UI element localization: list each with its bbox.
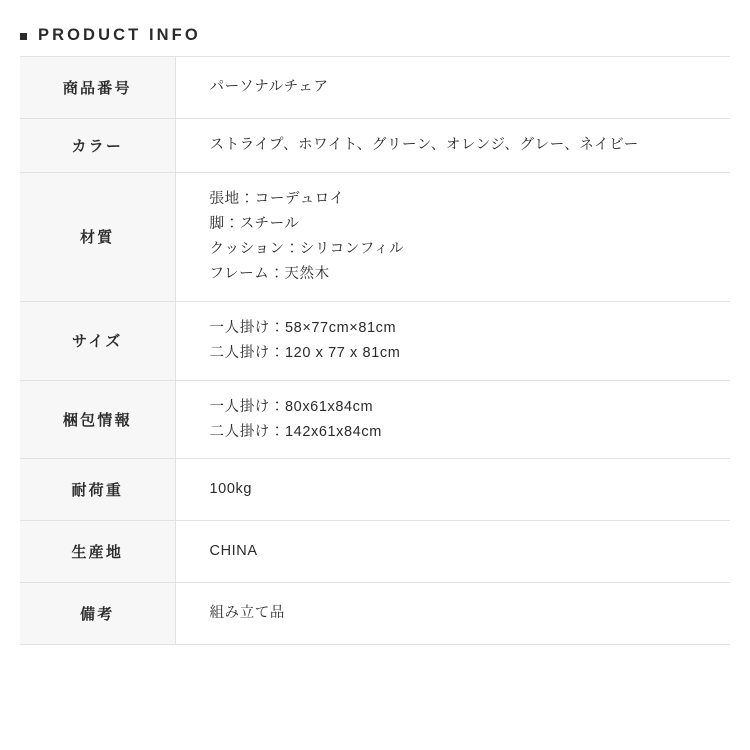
table-row bbox=[20, 301, 730, 380]
row-value bbox=[175, 119, 730, 173]
row-label: 生産地 bbox=[20, 521, 175, 583]
value-line: 二人掛け：120 x 77 x 81cm bbox=[209, 344, 401, 361]
value-line: 一人掛け：80x61x84cm bbox=[209, 398, 374, 415]
square-bullet-icon bbox=[20, 33, 27, 40]
row-value bbox=[175, 172, 730, 301]
row-value bbox=[175, 583, 730, 645]
row-value bbox=[175, 57, 730, 119]
row-label: 耐荷重 bbox=[20, 459, 175, 521]
row-label: 備考 bbox=[20, 583, 175, 645]
page-title: PRODUCT INFO bbox=[38, 25, 201, 44]
row-label: サイズ bbox=[20, 301, 175, 380]
value-line: 組み立て品 bbox=[209, 605, 285, 622]
table-row bbox=[20, 583, 730, 645]
row-label: 商品番号 bbox=[20, 57, 175, 119]
value-line: ストライプ、ホワイト、グリーン、オレンジ、グレー、ネイビー bbox=[209, 137, 639, 153]
value-line: 脚：スチール bbox=[209, 215, 300, 232]
value-line: 二人掛け：142x61x84cm bbox=[209, 423, 382, 440]
table-row bbox=[20, 521, 730, 583]
product-spec-table bbox=[20, 56, 730, 645]
row-label: 材質 bbox=[20, 172, 175, 301]
row-label: 梱包情報 bbox=[20, 380, 175, 459]
table-row bbox=[20, 459, 730, 521]
section-heading bbox=[0, 0, 750, 44]
table-row bbox=[20, 172, 730, 301]
value-line: フレーム：天然木 bbox=[209, 265, 330, 282]
value-line: 一人掛け：58×77cm×81cm bbox=[209, 319, 397, 336]
table-row bbox=[20, 57, 730, 119]
row-value bbox=[175, 380, 730, 459]
value-line: パーソナルチェア bbox=[209, 79, 329, 96]
table-row bbox=[20, 380, 730, 459]
value-line: 張地：コーデュロイ bbox=[209, 190, 345, 207]
row-value bbox=[175, 459, 730, 521]
row-value bbox=[175, 301, 730, 380]
value-line: 100kg bbox=[209, 481, 253, 498]
value-line: クッション：シリコンフィル bbox=[209, 240, 405, 257]
table-row bbox=[20, 119, 730, 173]
value-line: CHINA bbox=[209, 543, 258, 560]
row-label: カラー bbox=[20, 119, 175, 173]
row-value bbox=[175, 521, 730, 583]
